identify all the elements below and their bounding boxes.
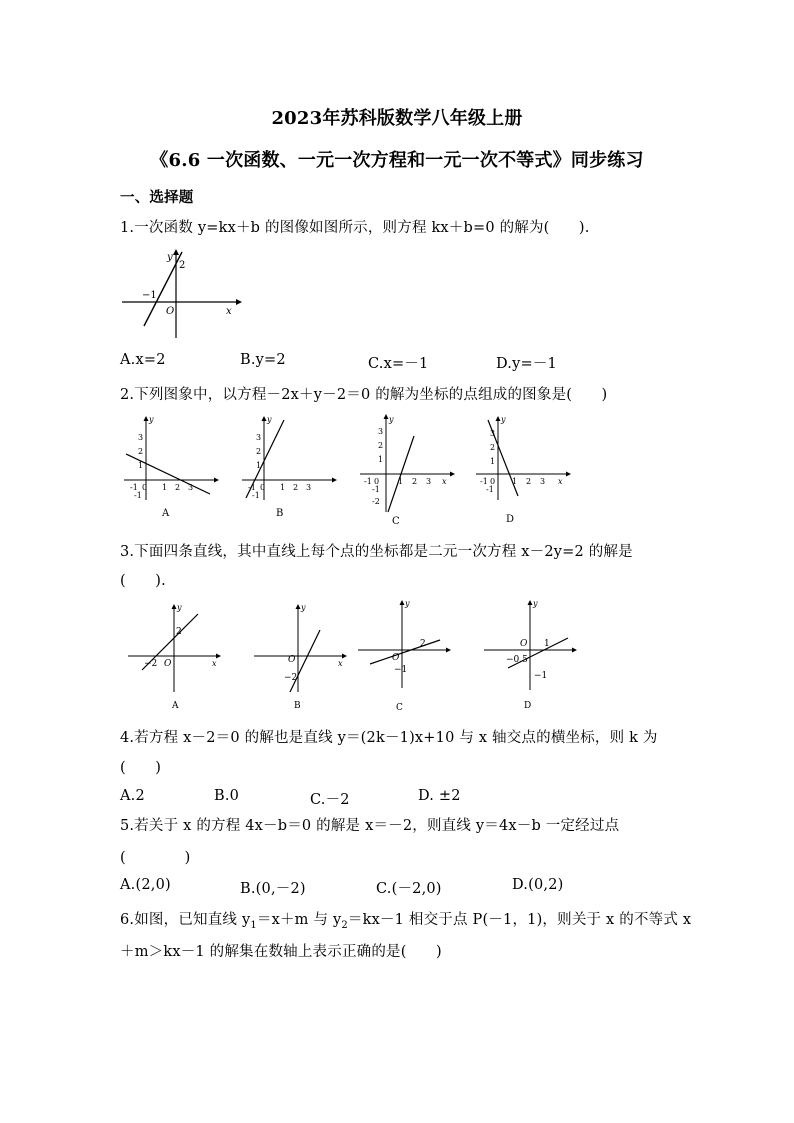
q2-graph-d bbox=[474, 414, 570, 525]
q1-x-tick: −1 bbox=[142, 290, 157, 301]
svg-text:x: x bbox=[558, 477, 563, 486]
svg-text:0: 0 bbox=[374, 477, 380, 486]
svg-text:3: 3 bbox=[188, 483, 194, 492]
q5-option-d: D.(0,2) bbox=[512, 877, 564, 893]
svg-text:2: 2 bbox=[490, 443, 496, 452]
q3-stem-2: ( ). bbox=[120, 573, 166, 589]
svg-text:3: 3 bbox=[540, 477, 546, 486]
svg-text:−0.5: −0.5 bbox=[506, 655, 528, 665]
svg-text:1: 1 bbox=[490, 457, 496, 466]
svg-text:3: 3 bbox=[306, 483, 312, 492]
page-subtitle: 《6.6 一次函数、一元一次方程和一元一次不等式》同步练习 bbox=[150, 150, 644, 171]
svg-text:1: 1 bbox=[162, 483, 168, 492]
q5-stem-2: ( ) bbox=[120, 850, 191, 866]
q3-graph-a bbox=[124, 600, 224, 712]
q5-stem: 5.若关于 x 的方程 4x－b＝0 的解是 x＝－2，则直线 y＝4x－b 一定经过点 bbox=[120, 818, 620, 834]
q1-option-b: B.y=2 bbox=[240, 352, 286, 368]
svg-text:O: O bbox=[392, 653, 400, 663]
svg-text:1: 1 bbox=[544, 639, 550, 649]
q1-option-d: D.y=－1 bbox=[496, 356, 557, 372]
svg-text:-1: -1 bbox=[134, 491, 142, 500]
svg-text:-1: -1 bbox=[372, 485, 380, 494]
q1-graph bbox=[118, 246, 243, 341]
q2-label-c: C bbox=[392, 516, 400, 527]
q5-option-a: A.(2,0) bbox=[120, 877, 171, 893]
svg-text:y: y bbox=[501, 415, 506, 424]
svg-text:0: 0 bbox=[142, 483, 148, 492]
svg-text:0: 0 bbox=[260, 483, 266, 492]
q1-origin: O bbox=[166, 306, 175, 317]
svg-text:3: 3 bbox=[426, 477, 432, 486]
q2-stem: 2.下列图象中，以方程－2x＋y－2＝0 的解为坐标的点组成的图象是( ) bbox=[120, 387, 608, 403]
q6-stem: 6.如图，已知直线 $y_1=x+m$ 与 $y_2=kx-1$ 相交于点 P(－1，1)，则关于 x 的不等式 x bbox=[120, 912, 692, 931]
svg-text:y: y bbox=[149, 415, 154, 424]
q5-option-b: B.(0,－2) bbox=[240, 881, 306, 897]
q2-label-a: A bbox=[162, 508, 170, 519]
svg-text:−1: −1 bbox=[394, 665, 408, 675]
svg-text:2: 2 bbox=[256, 447, 262, 456]
q4-option-b: B.0 bbox=[214, 788, 240, 804]
q5-option-c: C.(－2,0) bbox=[376, 881, 442, 897]
q3-label-a: A bbox=[172, 701, 179, 711]
q1-option-a: A.x=2 bbox=[120, 352, 166, 368]
svg-text:2: 2 bbox=[176, 627, 182, 637]
svg-text:-2: -2 bbox=[372, 497, 380, 506]
svg-text:2: 2 bbox=[293, 483, 299, 492]
q3-graph-b bbox=[250, 600, 350, 712]
svg-text:3: 3 bbox=[256, 433, 262, 442]
svg-text:1: 1 bbox=[398, 477, 404, 486]
svg-text:-1: -1 bbox=[364, 477, 372, 486]
q4-stem-2: ( ) bbox=[120, 760, 162, 776]
svg-text:-1: -1 bbox=[248, 483, 256, 492]
svg-text:x: x bbox=[212, 659, 217, 668]
svg-text:−2: −2 bbox=[284, 673, 298, 683]
q1-option-c: C.x=－1 bbox=[368, 356, 429, 372]
svg-text:2: 2 bbox=[378, 441, 384, 450]
q2-graph-c bbox=[358, 414, 454, 528]
svg-text:-1: -1 bbox=[486, 485, 494, 494]
svg-text:3: 3 bbox=[378, 427, 384, 436]
svg-text:2: 2 bbox=[175, 483, 181, 492]
svg-text:-1: -1 bbox=[130, 483, 138, 492]
q2-label-b: B bbox=[276, 508, 284, 519]
svg-text:2: 2 bbox=[420, 639, 426, 649]
section-heading: 一、选择题 bbox=[120, 189, 194, 206]
svg-text:−1: −1 bbox=[534, 671, 548, 681]
svg-text:-1: -1 bbox=[480, 477, 488, 486]
svg-text:-1: -1 bbox=[252, 491, 260, 500]
svg-text:0: 0 bbox=[490, 477, 496, 486]
q3-graph-d bbox=[480, 598, 580, 710]
q3-label-b: B bbox=[294, 701, 301, 711]
svg-text:O: O bbox=[520, 639, 528, 649]
q3-label-c: C bbox=[396, 703, 403, 713]
q4-option-c: C.－2 bbox=[310, 792, 350, 808]
svg-text:1: 1 bbox=[512, 477, 518, 486]
q1-stem: 1.一次函数 y=kx＋b 的图像如图所示，则方程 kx＋b=0 的解为( ). bbox=[120, 220, 590, 236]
svg-text:x: x bbox=[338, 659, 343, 668]
page-title: 2023年苏科版数学八年级上册 bbox=[271, 108, 523, 129]
svg-text:y: y bbox=[177, 603, 182, 612]
q3-label-d: D bbox=[524, 701, 532, 711]
q1-axis-y: y bbox=[167, 252, 173, 263]
q1-y-tick: 2 bbox=[179, 260, 186, 271]
svg-text:y: y bbox=[267, 415, 272, 424]
svg-text:1: 1 bbox=[280, 483, 286, 492]
svg-text:1: 1 bbox=[138, 461, 144, 470]
svg-text:y: y bbox=[405, 599, 410, 608]
svg-text:y: y bbox=[533, 599, 538, 608]
q4-option-a: A.2 bbox=[120, 788, 145, 804]
svg-text:O: O bbox=[288, 655, 296, 665]
q2-graph-b bbox=[240, 414, 336, 522]
svg-text:1: 1 bbox=[378, 455, 384, 464]
svg-text:O: O bbox=[164, 659, 172, 669]
svg-text:1: 1 bbox=[256, 461, 262, 470]
svg-text:y: y bbox=[301, 603, 306, 612]
q2-label-d: D bbox=[506, 514, 515, 525]
svg-text:2: 2 bbox=[526, 477, 532, 486]
svg-text:y: y bbox=[389, 415, 394, 424]
q3-graph-c bbox=[354, 598, 454, 713]
q2-graph-a bbox=[122, 414, 218, 522]
svg-text:3: 3 bbox=[138, 433, 144, 442]
q4-option-d: D. ±2 bbox=[418, 788, 461, 804]
svg-text:−2: −2 bbox=[144, 659, 158, 669]
svg-text:3: 3 bbox=[490, 429, 496, 438]
q4-stem: 4.若方程 x－2＝0 的解也是直线 y＝(2k－1)x+10 与 x 轴交点的横坐标，则 k 为 bbox=[120, 730, 658, 746]
svg-text:2: 2 bbox=[412, 477, 418, 486]
q3-stem: 3.下面四条直线，其中直线上每个点的坐标都是二元一次方程 x－2y=2 的解是 bbox=[120, 544, 633, 560]
svg-text:2: 2 bbox=[138, 447, 144, 456]
q1-axis-x: x bbox=[226, 306, 232, 317]
q6-stem-2: ＋m＞kx－1 的解集在数轴上表示正确的是( ) bbox=[120, 944, 442, 960]
svg-text:x: x bbox=[442, 477, 447, 486]
